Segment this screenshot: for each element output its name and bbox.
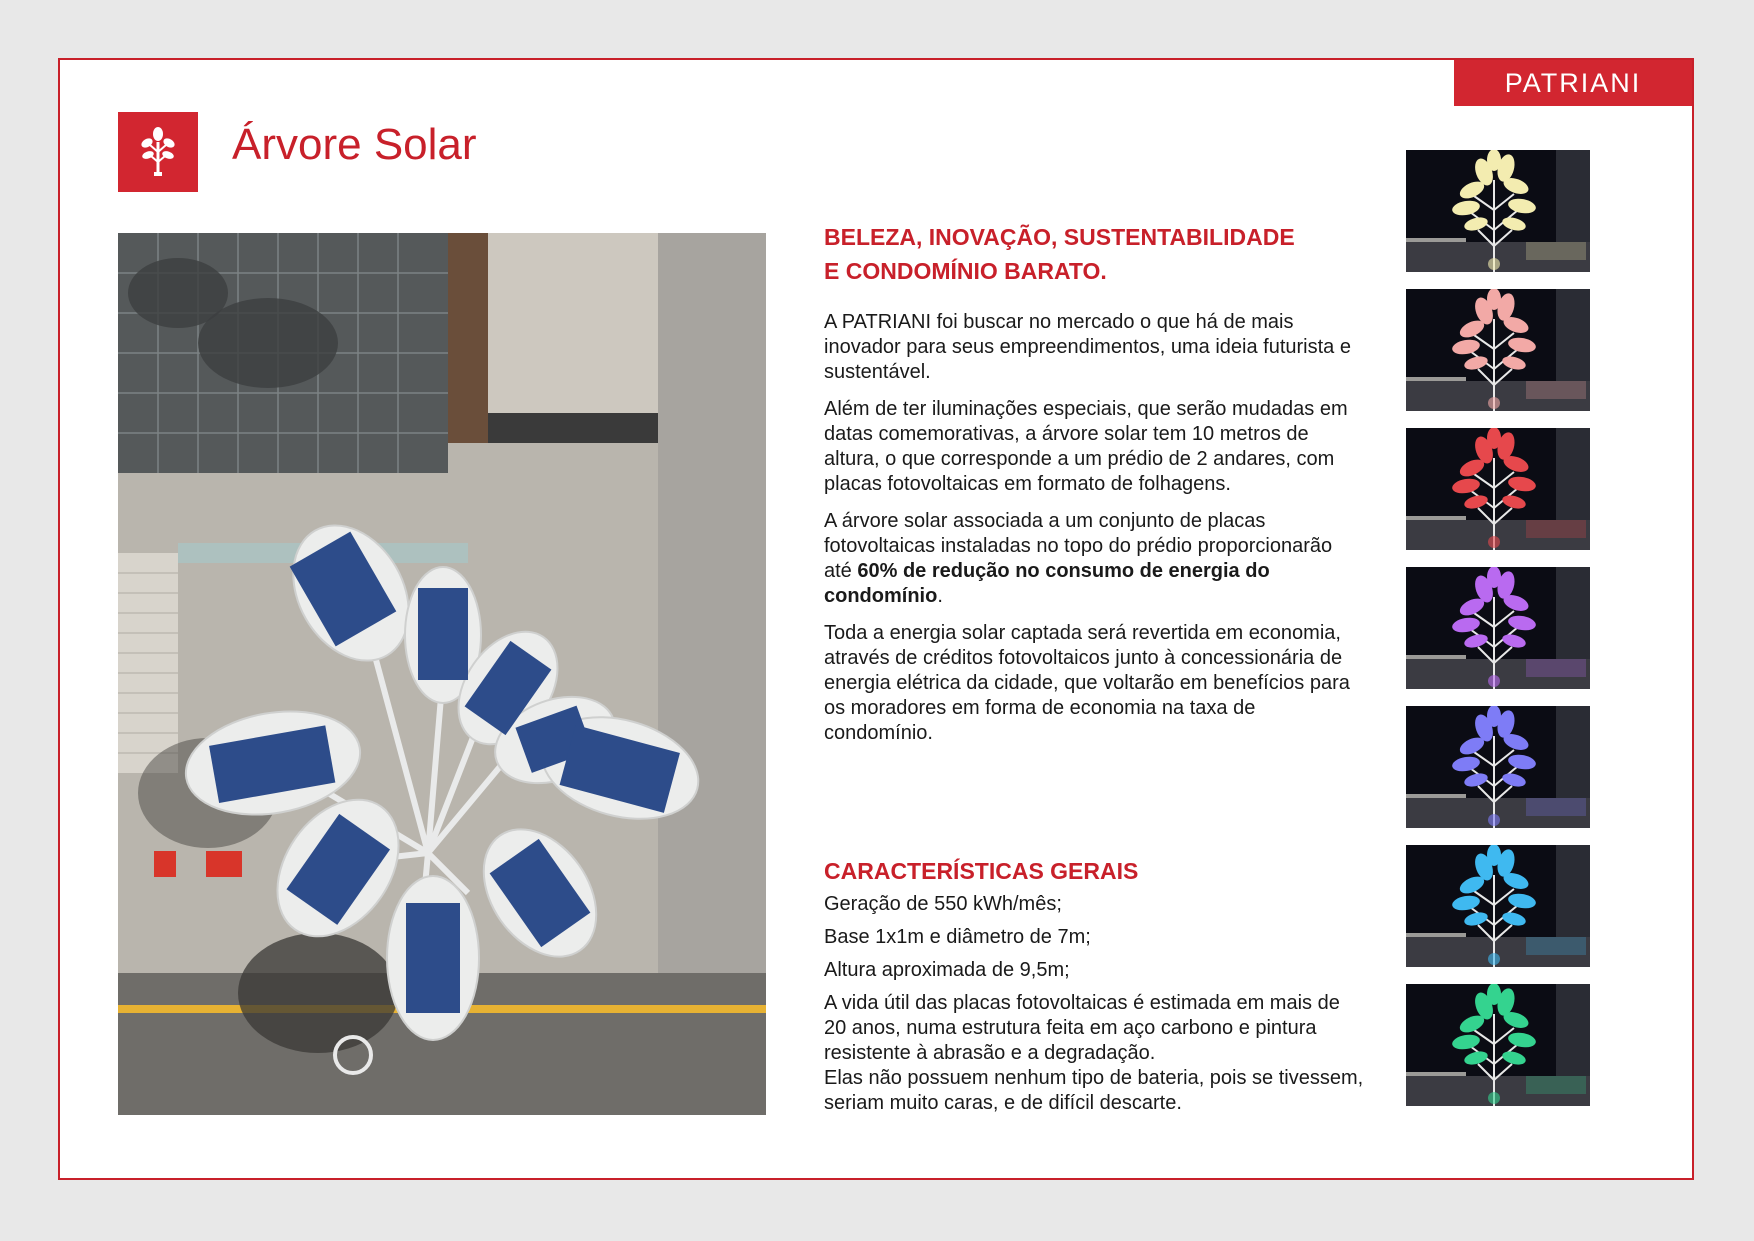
intro-paragraph-3 bbox=[824, 509, 1364, 609]
night-lighting-thumbnail bbox=[1406, 150, 1590, 272]
page-frame bbox=[58, 58, 1694, 1180]
intro-paragraph-4: Toda a energia solar captada será revertida em economia, através de créditos fotovoltaicos junto à concessionária de energia elétrica da cidade, que voltarão em benefícios para os moradores em forma de economia na taxa de condomínio. bbox=[824, 622, 1350, 744]
feature-item: Base 1x1m e diâmetro de 7m; bbox=[824, 926, 1091, 948]
intro-headline bbox=[824, 220, 1364, 288]
feature-item: Elas não possuem nenhum tipo de bateria, pois se tivessem, seriam muito caras, e de difícil descarte. bbox=[824, 1067, 1364, 1114]
night-lighting-thumbnail bbox=[1406, 428, 1590, 550]
intro-section bbox=[824, 220, 1364, 758]
p3-end: . bbox=[937, 585, 943, 607]
night-lighting-thumbnail bbox=[1406, 984, 1590, 1106]
p3-start: A árvore solar associada a um conjunto de placas fotovoltaicas instaladas no topo do prédio proporcionarão até bbox=[824, 510, 1333, 582]
night-lighting-thumbnail bbox=[1406, 845, 1590, 967]
night-lighting-thumbnail bbox=[1406, 567, 1590, 689]
lighting-thumbnails bbox=[1406, 150, 1590, 1123]
solar-tree-icon bbox=[118, 112, 198, 192]
page-title: Árvore Solar bbox=[232, 120, 477, 169]
intro-paragraph-1: A PATRIANI foi buscar no mercado o que há de mais inovador para seus empreendimentos, uma ideia futurista e sustentável. bbox=[824, 311, 1351, 383]
solar-tree-aerial-photo bbox=[118, 233, 766, 1115]
brand-tab bbox=[1454, 60, 1692, 106]
intro-paragraph-2: Além de ter iluminações especiais, que serão mudadas em datas comemorativas, a árvore solar tem 10 metros de altura, o que corresponde a um prédio de 2 andares, com placas fotovoltaicas em formato de folhagens. bbox=[824, 398, 1348, 495]
night-lighting-thumbnail bbox=[1406, 289, 1590, 411]
feature-item: A vida útil das placas fotovoltaicas é estimada em mais de 20 anos, numa estrutura feita em aço carbono e pintura resistente à abrasão e a degradação. bbox=[824, 992, 1340, 1064]
features-section bbox=[824, 856, 1364, 1124]
headline-line-1: BELEZA, INOVAÇÃO, SUSTENTABILIDADE bbox=[824, 224, 1295, 250]
night-lighting-thumbnail bbox=[1406, 706, 1590, 828]
headline-line-2: E CONDOMÍNIO BARATO. bbox=[824, 258, 1107, 284]
brand-name: PATRIANI bbox=[1504, 67, 1642, 98]
feature-item: Altura aproximada de 9,5m; bbox=[824, 959, 1070, 981]
features-title: CARACTERÍSTICAS GERAIS bbox=[824, 858, 1139, 884]
p3-highlight: 60% de redução no consumo de energia do condomínio bbox=[824, 560, 1270, 607]
feature-item: Geração de 550 kWh/mês; bbox=[824, 893, 1062, 915]
